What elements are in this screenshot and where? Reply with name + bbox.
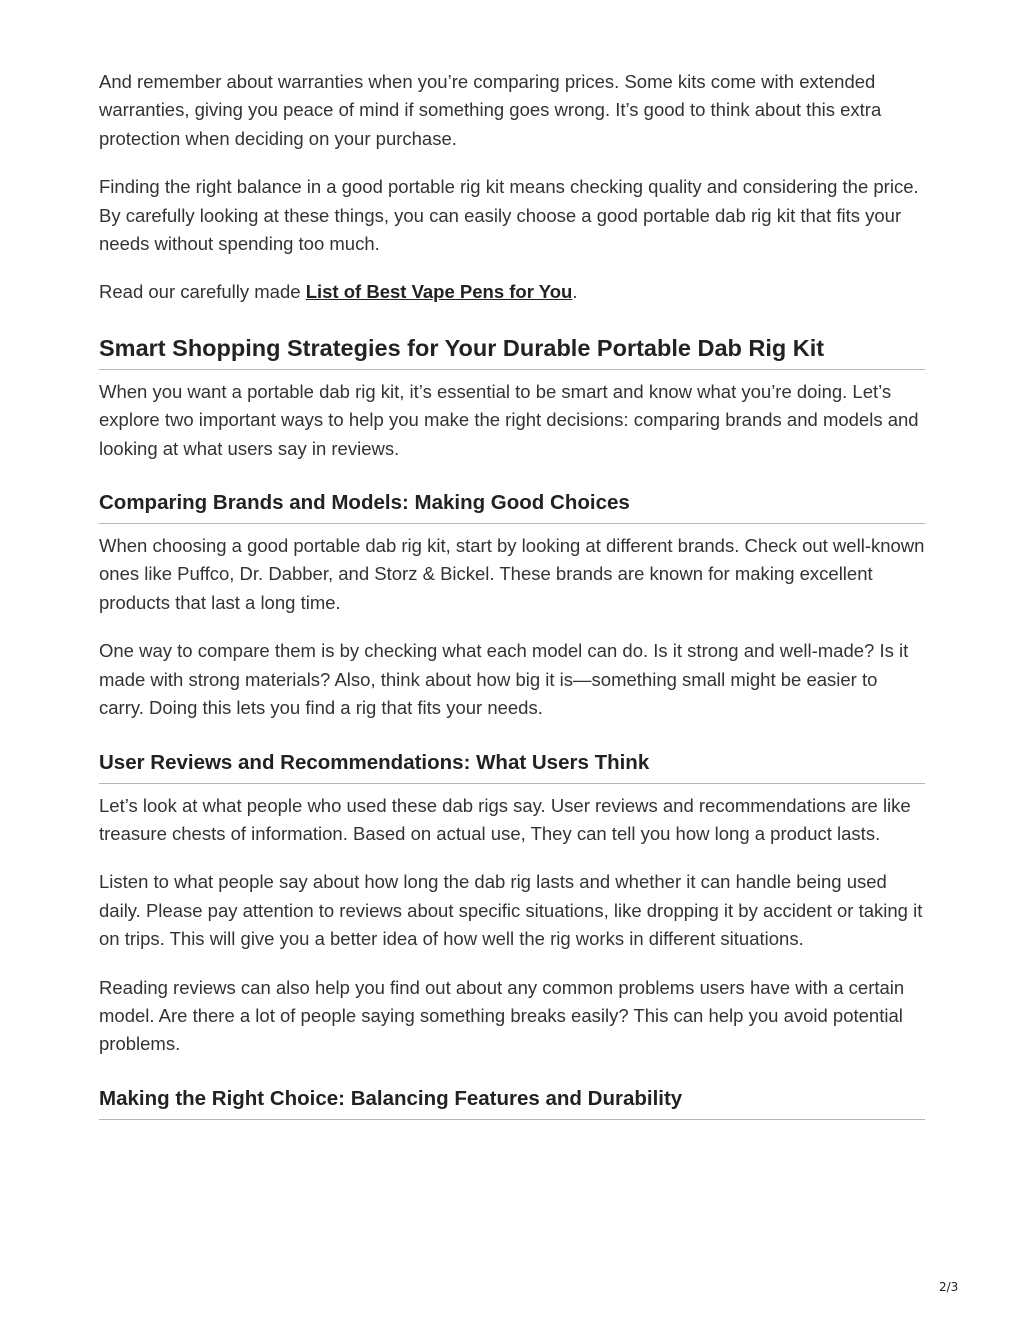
paragraph-user-reviews-3: Reading reviews can also help you find out about any common problems users have with a certain model. Are there a lot of people saying something breaks easily? This can help you avoid potential problems. <box>99 976 905 1055</box>
heading-right-choice: Making the Right Choice: Balancing Features and Durability <box>99 1085 925 1120</box>
paragraph-comparing-brands-1: When choosing a good portable dab rig kit, start by looking at different brands. Check out well-known ones like Puffco, Dr. Dabber, and Storz & Bickel. These brands are known for making excellent products that last a long time. <box>99 535 925 613</box>
paragraph-read-more <box>99 278 925 306</box>
heading-user-reviews: User Reviews and Recommendations: What Users Think <box>99 749 925 784</box>
paragraph-comparing-brands-2: One way to compare them is by checking what each model can do. Is it strong and well-made? Is it made with strong materials? Also, think about how big it is—something small might be easier to carry. Doing this lets you find a rig that fits your needs. <box>99 640 909 719</box>
paragraph-balance: Finding the right balance in a good portable rig kit means checking quality and considering the price. By carefully looking at these things, you can easily choose a good portable dab rig kit that fits your needs without spending too much. <box>99 176 919 255</box>
heading-comparing-brands: Comparing Brands and Models: Making Good Choices <box>99 489 925 524</box>
paragraph-user-reviews-1: Let’s look at what people who used these dab rigs say. User reviews and recommendations are like treasure chests of information. Based on actual use, They can tell you how long a product lasts. <box>99 794 911 844</box>
heading-smart-shopping: Smart Shopping Strategies for Your Durable Portable Dab Rig Kit <box>99 333 925 370</box>
read-more-suffix: . <box>572 281 578 303</box>
read-more-prefix: Read our carefully made <box>99 281 306 303</box>
paragraph-smart-shopping: When you want a portable dab rig kit, it’s essential to be smart and know what you’re doing. Let’s explore two important ways to help you make the right decisions: comparing brands and models and looking at what users say in reviews. <box>99 380 919 459</box>
article-content <box>99 68 925 1120</box>
page-number: 2/3 <box>939 1280 959 1294</box>
paragraph-warranties: And remember about warranties when you’re comparing prices. Some kits come with extended warranties, giving you peace of mind if something goes wrong. It’s good to think about this extra protection when deciding on your purchase. <box>99 71 882 149</box>
paragraph-user-reviews-2: Listen to what people say about how long the dab rig lasts and whether it can handle being used daily. Please pay attention to reviews about specific situations, like dropping it by accident or taking it on trips. This will give you a better idea of how well the rig works in different situations. <box>99 871 923 950</box>
best-vape-pens-link[interactable]: List of Best Vape Pens for You <box>305 281 573 303</box>
